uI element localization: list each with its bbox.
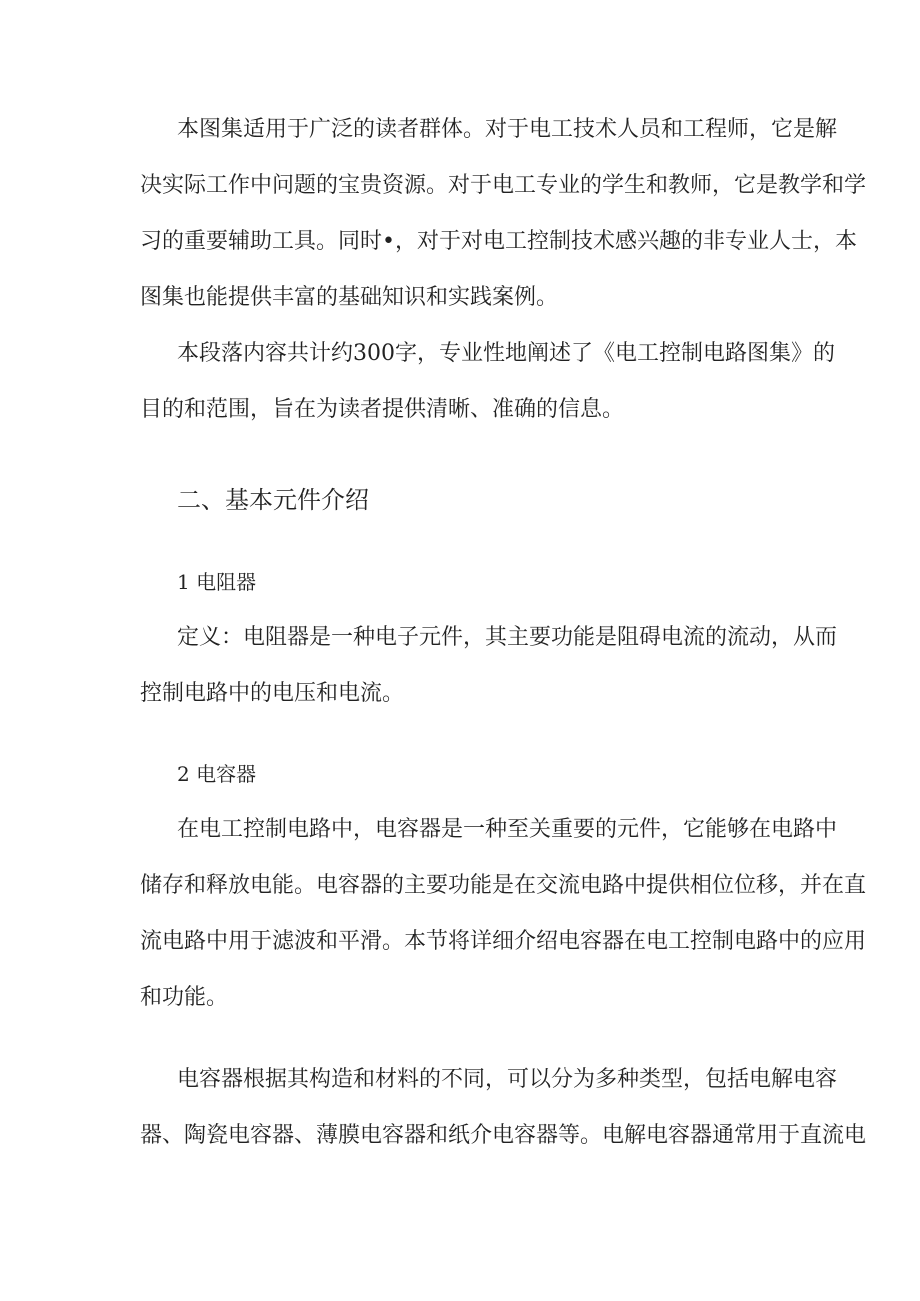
text-line: 本图集适用于广泛的读者群体。对于电工技术人员和工程师，它是解 bbox=[177, 117, 838, 142]
text-line: 习的重要辅助工具。同时•，对于对电工控制技术感兴趣的非专业人士，本 bbox=[140, 229, 857, 254]
text-line: 目的和范围，旨在为读者提供清晰、准确的信息。 bbox=[140, 397, 625, 422]
text-line: 和功能。 bbox=[140, 985, 229, 1010]
text-line: 储存和释放电能。电容器的主要功能是在交流电路中提供相位位移，并在直 bbox=[140, 873, 867, 898]
text-line: 图集也能提供丰富的基础知识和实践案例。 bbox=[140, 285, 559, 310]
text-line: 决实际工作中问题的宝贵资源。对于电工专业的学生和教师，它是教学和学 bbox=[140, 173, 867, 198]
section-heading: 二、基本元件介绍 bbox=[177, 486, 369, 514]
text-line: 本段落内容共计约300字，专业性地阐述了《电工控制电路图集》的 bbox=[177, 341, 835, 366]
subsection-title-capacitor: 2 电容器 bbox=[177, 762, 257, 786]
text-line: 流电路中用于滤波和平滑。本节将详细介绍电容器在电工控制电路中的应用 bbox=[140, 929, 867, 954]
subsection-title-resistor: 1 电阻器 bbox=[177, 570, 257, 594]
text-line: 在电工控制电路中，电容器是一种至关重要的元件，它能够在电路中 bbox=[177, 817, 838, 842]
text-line: 定义：电阻器是一种电子元件，其主要功能是阻碍电流的流动，从而 bbox=[177, 625, 838, 650]
text-line: 器、陶瓷电容器、薄膜电容器和纸介电容器等。电解电容器通常用于直流电 bbox=[140, 1123, 867, 1148]
text-line: 电容器根据其构造和材料的不同，可以分为多种类型，包括电解电容 bbox=[177, 1067, 838, 1092]
text-line: 控制电路中的电压和电流。 bbox=[140, 681, 405, 706]
